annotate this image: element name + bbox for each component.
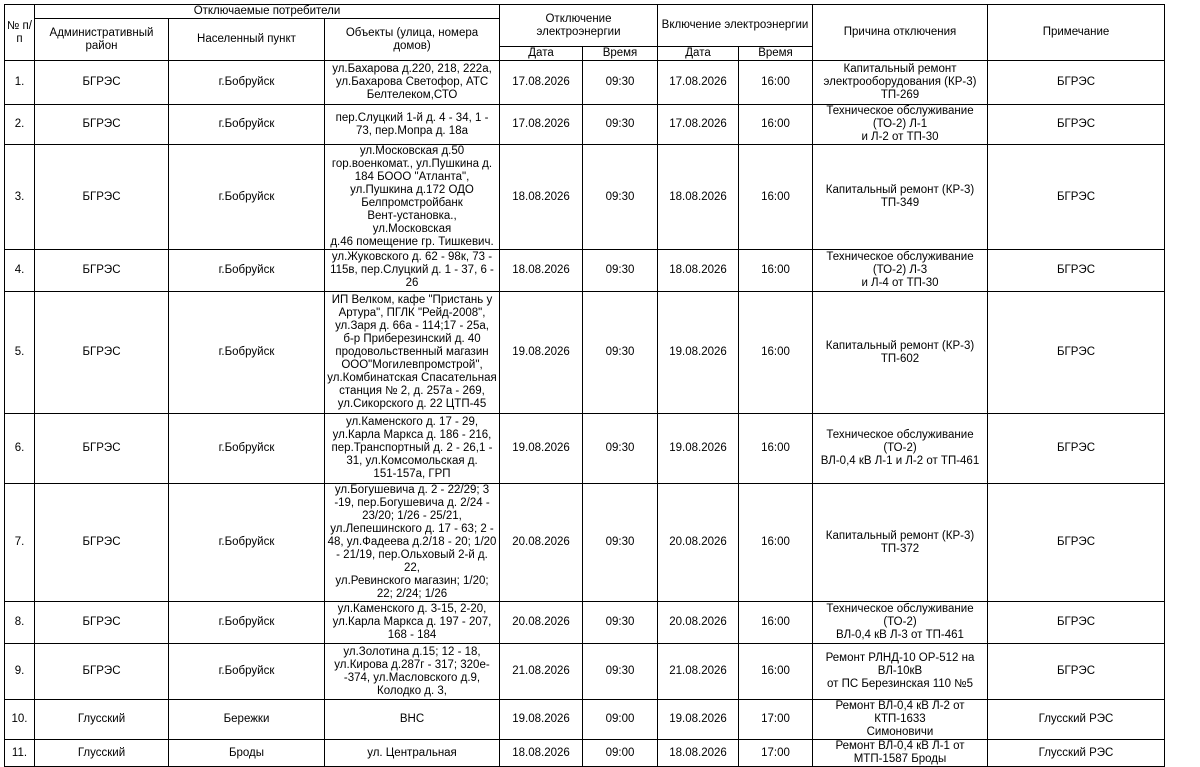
row-settlement: г.Бобруйск <box>169 61 325 105</box>
row-objects: ИП Велком, кафе "Пристань у Артура", ПГЛК "Рейд-2008", ул.Заря д. 66а - 114;17 - 25а, б-р Приберезинский д. 40 продовольственный магазин ООО"Могилевпромстрой", ул.Комбинатская Спасательная станция № 2, д. 257а - 269, ул.Сикорского д. 22 ЦТП-45 <box>325 292 500 414</box>
row-settlement: г.Бобруйск <box>169 484 325 602</box>
table-row <box>5 484 1165 602</box>
row-on-date: 20.08.2026 <box>658 602 739 644</box>
header-num: № п/п <box>5 5 35 61</box>
row-off-date: 17.08.2026 <box>500 61 583 105</box>
header-note: Примечание <box>988 5 1165 61</box>
row-on-date: 19.08.2026 <box>658 700 739 740</box>
row-num: 4. <box>5 250 35 292</box>
table-row <box>5 292 1165 414</box>
row-district: БГРЭС <box>35 484 169 602</box>
row-objects: ул.Жуковского д. 62 - 98к, 73 - 115в, пер.Слуцкий д. 1 - 37, 6 - 26 <box>325 250 500 292</box>
table-row <box>5 740 1165 767</box>
header-on-time: Время <box>739 47 813 61</box>
row-note: БГРЭС <box>988 250 1165 292</box>
table-row <box>5 644 1165 700</box>
row-note: БГРЭС <box>988 105 1165 145</box>
row-on-date: 20.08.2026 <box>658 484 739 602</box>
row-settlement: г.Бобруйск <box>169 414 325 484</box>
row-note: БГРЭС <box>988 484 1165 602</box>
table-row <box>5 105 1165 145</box>
row-objects: ул.Богушевича д. 2 - 22/29; 3 -19, пер.Богушевича д. 2/24 - 23/20; 1/26 - 25/21, ул.Лепешинского д. 17 - 63; 2 - 48, ул.Фадеева д.2/18 - 20; 1/20 - 21/19, пер.Ольховый 2-й д. 22, ул.Ревинского магазин; 1/20; 22; 2/24; 1/26 <box>325 484 500 602</box>
row-off-time: 09:30 <box>583 484 658 602</box>
row-reason: Капитальный ремонт (КР-3) ТП-372 <box>813 484 988 602</box>
row-reason: Ремонт РЛНД-10 ОР-512 на ВЛ-10кВ от ПС Березинская 110 №5 <box>813 644 988 700</box>
row-district: БГРЭС <box>35 250 169 292</box>
row-note: БГРЭС <box>988 145 1165 250</box>
row-note: Глусский РЭС <box>988 740 1165 767</box>
row-num: 1. <box>5 61 35 105</box>
header-district: Административный район <box>35 19 169 61</box>
row-on-date: 18.08.2026 <box>658 145 739 250</box>
header-off-time: Время <box>583 47 658 61</box>
row-reason: Техническое обслуживание (ТО-2) Л-3 и Л-4 от ТП-30 <box>813 250 988 292</box>
row-off-time: 09:30 <box>583 644 658 700</box>
row-on-time: 16:00 <box>739 292 813 414</box>
row-district: Глусский <box>35 740 169 767</box>
row-objects: ул.Московская д.50 гор.военкомат., ул.Пушкина д. 184 БООО "Атланта", ул.Пушкина д.172 ОДО Белпромстройбанк Вент-установка., ул.Московская д.46 помещение гр. Тишкевич. <box>325 145 500 250</box>
row-on-date: 21.08.2026 <box>658 644 739 700</box>
table-row <box>5 414 1165 484</box>
row-district: БГРЭС <box>35 105 169 145</box>
row-on-time: 16:00 <box>739 61 813 105</box>
row-reason: Капитальный ремонт (КР-3) ТП-602 <box>813 292 988 414</box>
row-settlement: г.Бобруйск <box>169 145 325 250</box>
header-objects: Объекты (улица, номера домов) <box>325 19 500 61</box>
row-on-time: 17:00 <box>739 740 813 767</box>
row-num: 2. <box>5 105 35 145</box>
row-reason: Ремонт ВЛ-0,4 кВ Л-2 от КТП-1633 Симоновичи <box>813 700 988 740</box>
row-settlement: г.Бобруйск <box>169 250 325 292</box>
header-settlement: Населенный пункт <box>169 19 325 61</box>
row-off-date: 20.08.2026 <box>500 602 583 644</box>
row-district: Глусский <box>35 700 169 740</box>
row-reason: Техническое обслуживание (ТО-2) ВЛ-0,4 кВ Л-1 и Л-2 от ТП-461 <box>813 414 988 484</box>
row-district: БГРЭС <box>35 644 169 700</box>
row-note: Глусский РЭС <box>988 700 1165 740</box>
row-settlement: г.Бобруйск <box>169 602 325 644</box>
row-on-time: 16:00 <box>739 250 813 292</box>
table-row <box>5 602 1165 644</box>
row-settlement: Броды <box>169 740 325 767</box>
header-off-date: Дата <box>500 47 583 61</box>
row-district: БГРЭС <box>35 414 169 484</box>
row-objects: ВНС <box>325 700 500 740</box>
header-power-on: Включение электроэнергии <box>658 5 813 47</box>
row-off-date: 20.08.2026 <box>500 484 583 602</box>
outage-table <box>4 4 1165 767</box>
table-row <box>5 700 1165 740</box>
table-row <box>5 145 1165 250</box>
row-on-time: 16:00 <box>739 644 813 700</box>
row-off-time: 09:30 <box>583 105 658 145</box>
row-settlement: г.Бобруйск <box>169 292 325 414</box>
row-district: БГРЭС <box>35 292 169 414</box>
row-off-time: 09:30 <box>583 61 658 105</box>
row-settlement: г.Бобруйск <box>169 644 325 700</box>
row-reason: Ремонт ВЛ-0,4 кВ Л-1 от МТП-1587 Броды <box>813 740 988 767</box>
row-note: БГРЭС <box>988 61 1165 105</box>
row-on-date: 19.08.2026 <box>658 414 739 484</box>
row-on-time: 16:00 <box>739 602 813 644</box>
row-on-date: 18.08.2026 <box>658 740 739 767</box>
row-reason: Капитальный ремонт (КР-3) ТП-349 <box>813 145 988 250</box>
row-note: БГРЭС <box>988 602 1165 644</box>
table-row <box>5 61 1165 105</box>
row-off-time: 09:30 <box>583 602 658 644</box>
row-off-date: 18.08.2026 <box>500 145 583 250</box>
row-num: 9. <box>5 644 35 700</box>
row-objects: ул.Бахарова д.220, 218, 222а, ул.Бахарова Светофор, АТС Белтелеком,СТО <box>325 61 500 105</box>
row-off-date: 21.08.2026 <box>500 644 583 700</box>
header-on-date: Дата <box>658 47 739 61</box>
row-off-time: 09:30 <box>583 414 658 484</box>
row-district: БГРЭС <box>35 602 169 644</box>
row-num: 10. <box>5 700 35 740</box>
row-reason: Капитальный ремонт электрооборудования (КР-3) ТП-269 <box>813 61 988 105</box>
row-num: 8. <box>5 602 35 644</box>
row-on-date: 17.08.2026 <box>658 105 739 145</box>
row-note: БГРЭС <box>988 644 1165 700</box>
row-objects: ул.Золотина д.15; 12 - 18, ул.Кирова д.287г - 317; 320е- -374, ул.Масловского д.9, Колодко д. 3, <box>325 644 500 700</box>
row-objects: ул.Каменского д. 17 - 29, ул.Карла Маркса д. 186 - 216, пер.Транспортный д. 2 - 26,1 - 31, ул.Комсомольская д. 151-157а, ГРП <box>325 414 500 484</box>
row-num: 5. <box>5 292 35 414</box>
row-on-date: 17.08.2026 <box>658 61 739 105</box>
row-off-time: 09:30 <box>583 145 658 250</box>
row-on-time: 16:00 <box>739 414 813 484</box>
row-district: БГРЭС <box>35 61 169 105</box>
row-objects: ул.Каменского д. 3-15, 2-20, ул.Карла Маркса д. 197 - 207, 168 - 184 <box>325 602 500 644</box>
table-header <box>5 5 1165 61</box>
row-on-date: 18.08.2026 <box>658 250 739 292</box>
row-reason: Техническое обслуживание (ТО-2) ВЛ-0,4 кВ Л-3 от ТП-461 <box>813 602 988 644</box>
row-on-time: 16:00 <box>739 145 813 250</box>
row-num: 7. <box>5 484 35 602</box>
row-on-time: 16:00 <box>739 105 813 145</box>
row-district: БГРЭС <box>35 145 169 250</box>
row-off-date: 17.08.2026 <box>500 105 583 145</box>
row-on-time: 16:00 <box>739 484 813 602</box>
row-settlement: г.Бобруйск <box>169 105 325 145</box>
row-off-time: 09:30 <box>583 250 658 292</box>
row-off-date: 18.08.2026 <box>500 740 583 767</box>
row-num: 11. <box>5 740 35 767</box>
row-off-time: 09:30 <box>583 292 658 414</box>
row-off-date: 19.08.2026 <box>500 700 583 740</box>
row-settlement: Бережки <box>169 700 325 740</box>
header-power-off: Отключение электроэнергии <box>500 5 658 47</box>
row-off-time: 09:00 <box>583 740 658 767</box>
row-on-date: 19.08.2026 <box>658 292 739 414</box>
table-row <box>5 250 1165 292</box>
row-off-date: 18.08.2026 <box>500 250 583 292</box>
row-reason: Техническое обслуживание (ТО-2) Л-1 и Л-2 от ТП-30 <box>813 105 988 145</box>
row-off-date: 19.08.2026 <box>500 414 583 484</box>
row-off-time: 09:00 <box>583 700 658 740</box>
row-objects: ул. Центральная <box>325 740 500 767</box>
table-body <box>5 61 1165 767</box>
header-reason: Причина отключения <box>813 5 988 61</box>
row-objects: пер.Слуцкий 1-й д. 4 - 34, 1 - 73, пер.Мопра д. 18а <box>325 105 500 145</box>
row-num: 6. <box>5 414 35 484</box>
row-note: БГРЭС <box>988 292 1165 414</box>
row-note: БГРЭС <box>988 414 1165 484</box>
row-off-date: 19.08.2026 <box>500 292 583 414</box>
row-num: 3. <box>5 145 35 250</box>
header-consumers: Отключаемые потребители <box>35 5 500 19</box>
row-on-time: 17:00 <box>739 700 813 740</box>
